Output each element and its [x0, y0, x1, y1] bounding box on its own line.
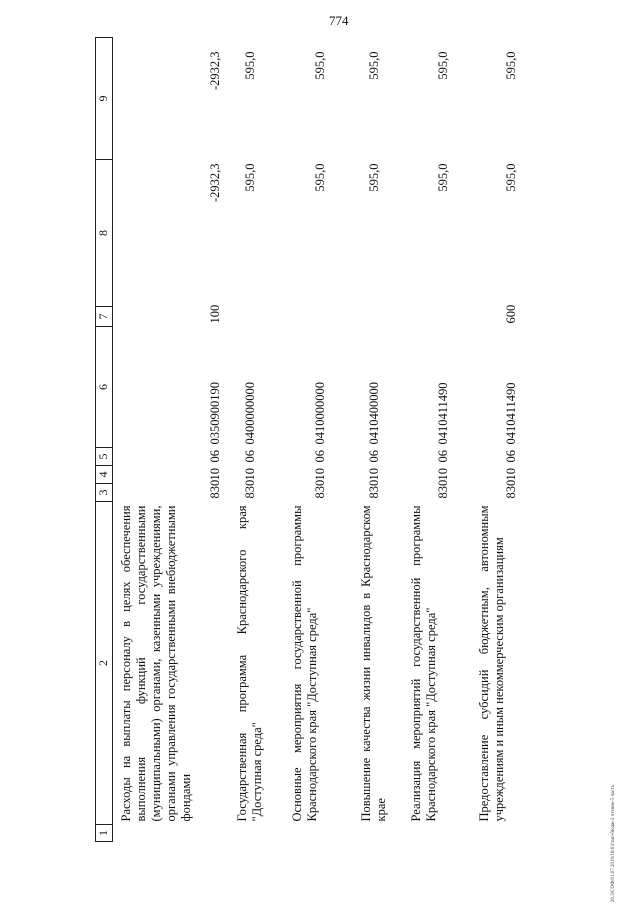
cell-c3: 830 — [313, 479, 327, 499]
cell-c6: 0410411490 — [504, 382, 518, 445]
cell-c4: 10 — [504, 468, 518, 481]
cell-c4: 10 — [208, 468, 222, 481]
cell-c3: 830 — [208, 479, 222, 499]
cell-c8: 595,0 — [243, 163, 257, 192]
cell-c4: 10 — [243, 468, 257, 481]
rotated-table-container — [95, 38, 533, 842]
table-row — [280, 38, 347, 842]
header-cell: 4 — [96, 466, 113, 484]
table-row — [399, 38, 467, 842]
cell-c5: 06 — [436, 450, 450, 463]
cell-c6: 0410400000 — [367, 382, 381, 445]
cell-c8: 595,0 — [436, 163, 450, 192]
table-row — [113, 38, 224, 842]
cell-c6: 0410411490 — [436, 382, 450, 445]
header-cell: 8 — [96, 160, 113, 307]
table-row — [347, 38, 399, 842]
cell-c8: -2932,3 — [208, 163, 222, 203]
row-description: Предоставление субсидий бюджетным, автономным учреждениям и иным некоммерческим организациям — [477, 505, 506, 822]
cell-c9: -2932,3 — [208, 51, 222, 91]
cell-c6: 0400000000 — [243, 382, 257, 445]
cell-c5: 06 — [367, 450, 381, 463]
cell-c3: 830 — [436, 479, 450, 499]
cell-c7 — [280, 307, 347, 327]
cell-c7: 100 — [208, 304, 222, 324]
cell-c5: 06 — [208, 450, 222, 463]
cell-c7 — [347, 307, 399, 327]
header-row — [96, 38, 113, 842]
cell-c9: 595,0 — [313, 51, 327, 80]
cell-c4: 10 — [436, 468, 450, 481]
cell-c3: 830 — [504, 479, 518, 499]
cell-c3: 830 — [243, 479, 257, 499]
cell-c7: 600 — [504, 304, 518, 324]
cell-c7 — [399, 307, 467, 327]
row-description: Государственная программа Краснодарского края "Доступная среда" — [235, 505, 264, 822]
cell-c8: 595,0 — [367, 163, 381, 192]
cell-c9: 595,0 — [504, 51, 518, 80]
header-cell: 5 — [96, 448, 113, 466]
page-number: 774 — [329, 13, 349, 28]
row-description: Основные мероприятия государственной программы Краснодарского края "Доступная среда" — [290, 505, 319, 822]
cell-c6: 0410000000 — [313, 382, 327, 445]
cell-c7 — [223, 307, 280, 327]
cell-c4: 10 — [367, 468, 381, 481]
header-cell: 6 — [96, 327, 113, 448]
cell-c5: 06 — [313, 450, 327, 463]
cell-c6: 0350900190 — [208, 382, 222, 445]
header-cell: 3 — [96, 484, 113, 502]
cell-c8: 595,0 — [313, 163, 327, 192]
cell-c9: 595,0 — [436, 51, 450, 80]
header-cell: 1 — [96, 825, 113, 842]
cell-c8: 595,0 — [504, 163, 518, 192]
header-cell: 7 — [96, 307, 113, 327]
header-cell: 2 — [96, 502, 113, 825]
cell-c5: 06 — [243, 450, 257, 463]
footer-code: 20.3/СОФ/01.07.2019/16:03/тип-бюдж-2 чтение-5 часть — [611, 784, 616, 902]
row-description: Повышение качества жизни инвалидов в Краснодарском крае — [359, 505, 388, 822]
budget-table — [95, 37, 535, 842]
row-description: Расходы на выплаты персоналу в целях обеспечения выполнения функций государственными (муниципальными) органами, казенными учреждениями, органами управления государственными внебюджетными фондами — [119, 505, 193, 822]
cell-c9: 595,0 — [243, 51, 257, 80]
header-cell: 9 — [96, 38, 113, 160]
cell-c5: 06 — [504, 450, 518, 463]
cell-c3: 830 — [367, 479, 381, 499]
table-row — [223, 38, 280, 842]
row-description: Реализация мероприятий государственной программы Краснодарского края "Доступная среда" — [409, 505, 438, 822]
cell-c9: 595,0 — [367, 51, 381, 80]
table-row — [467, 38, 535, 842]
cell-c4: 10 — [313, 468, 327, 481]
